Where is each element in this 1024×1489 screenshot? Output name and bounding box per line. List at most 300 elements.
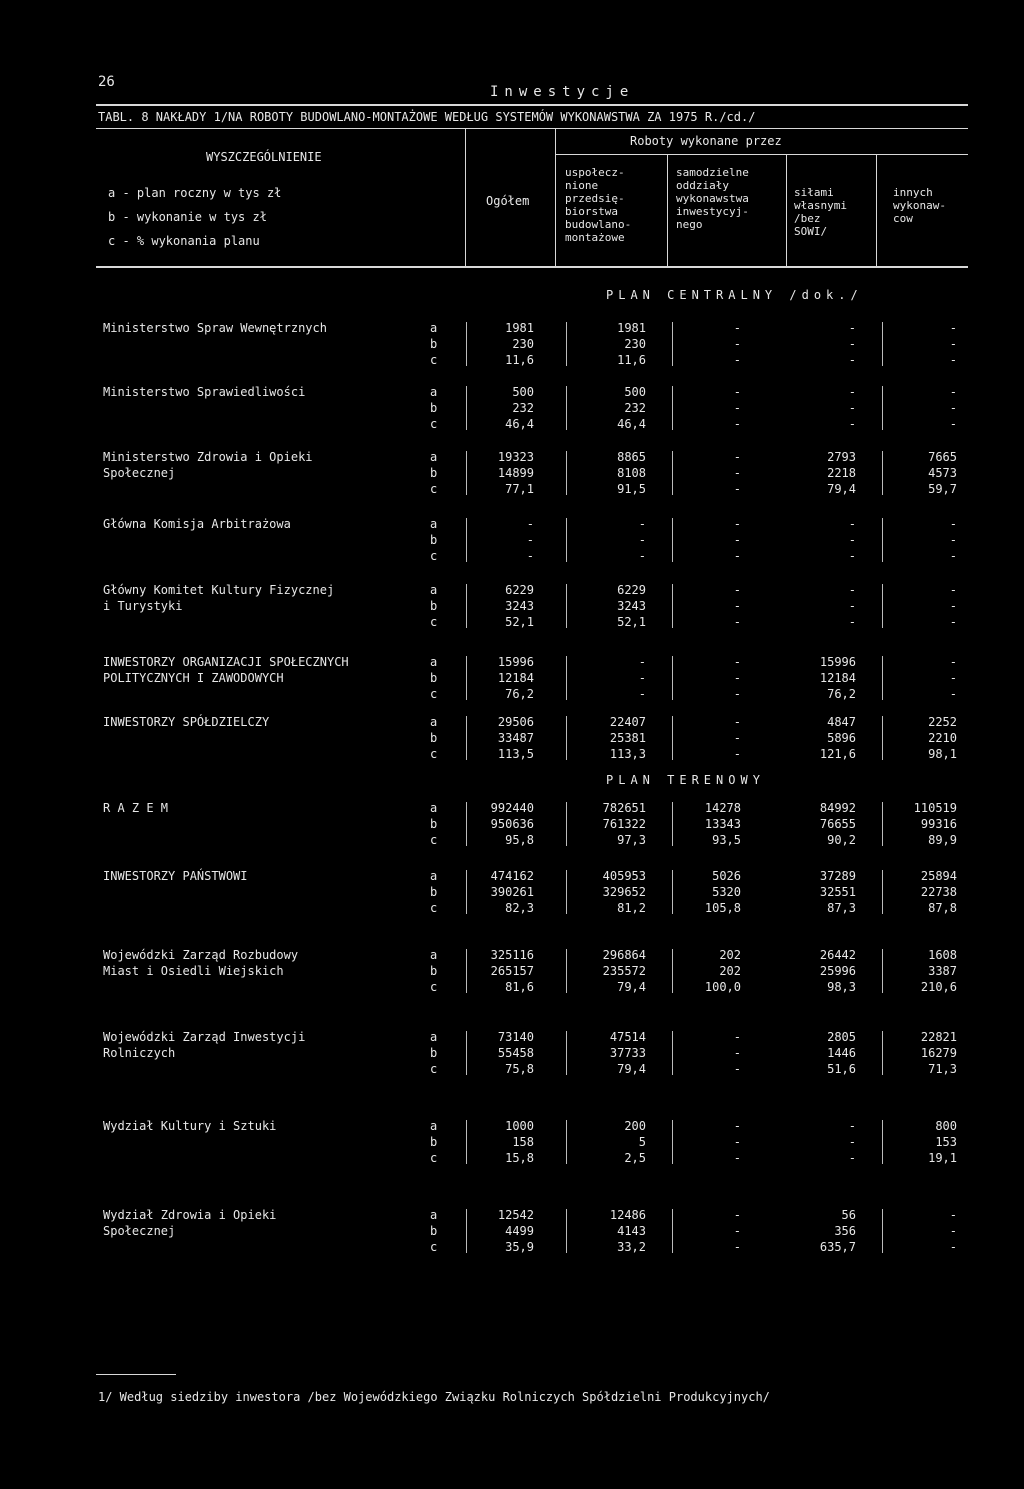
cell-b-col3: 76655 [819,817,856,831]
cell-c-col2: - [733,1151,741,1165]
cell-c-col3: - [848,615,856,629]
row-label-c: c [430,687,438,701]
column-tick [466,716,467,760]
cell-c-col0: 77,1 [505,482,534,496]
cell-a-col0: 73140 [497,1030,534,1044]
cell-b-col4: - [949,599,957,613]
cell-b-col2: 5320 [712,885,741,899]
cell-a-col4: - [949,1208,957,1222]
cell-c-col2: - [733,417,741,431]
cell-a-col3: 37289 [819,869,856,883]
cell-a-col4: 22821 [920,1030,957,1044]
cell-a-col3: - [848,321,856,335]
row-label-b: b [430,466,438,480]
cell-a-col4: - [949,385,957,399]
cell-a-col2: - [733,517,741,531]
cell-c-col4: 71,3 [928,1062,957,1076]
cell-c-col3: - [848,353,856,367]
cell-c-col3: - [848,1151,856,1165]
cell-b-col4: - [949,533,957,547]
banner-regional-plan: PLAN TERENOWY [606,773,765,787]
row-label-b: b [430,885,438,899]
column-tick [466,584,467,628]
column-tick [672,584,673,628]
cell-b-col0: 265157 [490,964,534,978]
cell-b-col4: 153 [935,1135,957,1149]
cell-c-col3: - [848,417,856,431]
row-label-a: a [430,321,438,335]
cell-c-col4: - [949,549,957,563]
column-tick [566,949,567,993]
cell-a-col1: 6229 [617,583,646,597]
cell-c-col4: 210,6 [920,980,957,994]
row-label-b: b [430,533,438,547]
cell-c-col0: 11,6 [505,353,534,367]
header-divider-4 [786,154,787,266]
row-label-b: b [430,1135,438,1149]
cell-a-col2: - [733,715,741,729]
column-tick [882,870,883,914]
row-label-a: a [430,655,438,669]
group-title: Roboty wykonane przez [630,134,782,148]
cell-b-col3: - [848,533,856,547]
cell-c-col1: 2,5 [624,1151,646,1165]
column-tick [566,518,567,562]
column-tick [882,1031,883,1075]
cell-b-col4: 99316 [920,817,957,831]
cell-c-col4: - [949,615,957,629]
cell-b-col3: - [848,337,856,351]
cell-b-col2: - [733,1046,741,1060]
cell-b-col0: 230 [512,337,534,351]
column-tick [466,870,467,914]
column-tick [466,656,467,700]
cell-c-col3: 121,6 [819,747,856,761]
cell-a-col1: 22407 [609,715,646,729]
column-tick [882,802,883,846]
cell-c-col2: - [733,482,741,496]
column-tick [466,802,467,846]
row-label-a: a [430,517,438,531]
row-name: Wojewódzki Zarząd Rozbudowy Miast i Osiedli Wiejskich [103,948,299,978]
row-name: Ministerstwo Zdrowia i Opieki Społecznej [103,450,313,480]
row-label-a: a [430,801,438,815]
row-label-c: c [430,417,438,431]
cell-c-col3: 635,7 [819,1240,856,1254]
row-label-c: c [430,1240,438,1254]
cell-a-col2: - [733,1119,741,1133]
cell-b-col0: 33487 [497,731,534,745]
row-name: INWESTORZY SPÓŁDZIELCZY [103,715,270,729]
cell-b-col0: 14899 [497,466,534,480]
column-tick [466,949,467,993]
cell-a-col0: 474162 [490,869,534,883]
column-tick [566,802,567,846]
row-label-c: c [430,353,438,367]
column-tick [672,656,673,700]
row-label-b: b [430,599,438,613]
cell-a-col0: 1981 [505,321,534,335]
column-tick [566,386,567,430]
column-tick [466,386,467,430]
cell-c-col4: - [949,417,957,431]
header-divider-1 [465,128,466,266]
cell-c-col0: 95,8 [505,833,534,847]
cell-b-col3: - [848,599,856,613]
cell-a-col0: 992440 [490,801,534,815]
group-bottom-rule [555,154,968,155]
cell-b-col1: 329652 [602,885,646,899]
cell-a-col0: 15996 [497,655,534,669]
column-tick [566,322,567,366]
subcol-own-forces: siłami własnymi /bez SOWI/ [794,186,847,238]
cell-a-col4: 1608 [928,948,957,962]
column-tick [566,870,567,914]
cell-b-col0: - [526,533,534,547]
cell-b-col0: 232 [512,401,534,415]
column-tick [672,451,673,495]
cell-b-col2: - [733,533,741,547]
cell-a-col2: - [733,583,741,597]
column-tick [672,870,673,914]
cell-b-col1: 232 [624,401,646,415]
row-name: INWESTORZY PAŃSTWOWI [103,869,248,883]
cell-a-col0: 12542 [497,1208,534,1222]
cell-b-col0: 12184 [497,671,534,685]
cell-a-col2: 14278 [704,801,741,815]
cell-b-col4: - [949,671,957,685]
cell-c-col0: 15,8 [505,1151,534,1165]
cell-c-col3: 87,3 [827,901,856,915]
cell-c-col3: 51,6 [827,1062,856,1076]
cell-c-col1: 79,4 [617,980,646,994]
cell-c-col1: - [638,549,646,563]
cell-b-col0: 55458 [497,1046,534,1060]
row-label-a: a [430,1119,438,1133]
cell-a-col2: - [733,321,741,335]
column-tick [672,1209,673,1253]
cell-c-col4: - [949,1240,957,1254]
cell-b-col1: 37733 [609,1046,646,1060]
cell-a-col4: 2252 [928,715,957,729]
cell-b-col3: - [848,1135,856,1149]
column-tick [882,518,883,562]
subcol-socialised-enterprises: uspołecz- nione przedsię- biorstwa budowlano- montażowe [565,166,632,244]
column-tick [466,451,467,495]
cell-a-col4: 25894 [920,869,957,883]
cell-a-col4: - [949,517,957,531]
cell-b-col3: - [848,401,856,415]
cell-c-col4: - [949,687,957,701]
cell-c-col0: 52,1 [505,615,534,629]
row-name: Ministerstwo Spraw Wewnętrznych [103,321,327,335]
column-tick [882,584,883,628]
cell-c-col0: 82,3 [505,901,534,915]
cell-c-col0: - [526,549,534,563]
cell-a-col3: 56 [841,1208,856,1222]
cell-a-col1: - [638,517,646,531]
row-label-c: c [430,747,438,761]
header-divider-5 [876,154,877,266]
cell-c-col1: 81,2 [617,901,646,915]
cell-c-col0: 76,2 [505,687,534,701]
cell-c-col3: 90,2 [827,833,856,847]
cell-c-col2: - [733,1240,741,1254]
row-label-a: a [430,948,438,962]
cell-c-col1: 79,4 [617,1062,646,1076]
page-number: 26 [98,74,115,90]
row-label-c: c [430,482,438,496]
footnote: 1/ Według siedziby inwestora /bez Wojewódzkiego Związku Rolniczych Spółdzielni Produkcyjnych/ [98,1390,770,1404]
row-label-a: a [430,450,438,464]
column-tick [566,1209,567,1253]
cell-a-col2: - [733,1030,741,1044]
row-name: Ministerstwo Sprawiedliwości [103,385,306,399]
cell-c-col0: 35,9 [505,1240,534,1254]
column-tick [566,656,567,700]
row-label-c: c [430,833,438,847]
footnote-rule [96,1374,176,1375]
cell-b-col4: 16279 [920,1046,957,1060]
column-tick [672,518,673,562]
column-tick [672,1120,673,1164]
header-divider-2 [555,128,556,266]
cell-b-col0: 3243 [505,599,534,613]
cell-c-col2: 105,8 [704,901,741,915]
cell-a-col1: 12486 [609,1208,646,1222]
cell-b-col1: 5 [638,1135,646,1149]
column-tick [882,656,883,700]
cell-a-col3: 2793 [827,450,856,464]
cell-c-col2: - [733,1062,741,1076]
cell-a-col3: 15996 [819,655,856,669]
column-tick [566,716,567,760]
cell-c-col2: - [733,747,741,761]
cell-c-col4: - [949,353,957,367]
cell-a-col1: 500 [624,385,646,399]
cell-a-col0: 325116 [490,948,534,962]
cell-b-col4: - [949,401,957,415]
cell-b-col2: - [733,337,741,351]
total-column-title: Ogółem [486,194,530,208]
column-tick [466,1120,467,1164]
column-tick [566,451,567,495]
column-tick [672,386,673,430]
row-label-c: c [430,980,438,994]
cell-c-col4: 59,7 [928,482,957,496]
cell-c-col1: 52,1 [617,615,646,629]
cell-b-col2: 202 [719,964,741,978]
cell-a-col1: 8865 [617,450,646,464]
column-tick [882,1120,883,1164]
cell-b-col3: 2218 [827,466,856,480]
cell-a-col0: 500 [512,385,534,399]
cell-b-col1: - [638,533,646,547]
row-label-a: a [430,1208,438,1222]
cell-c-col2: 93,5 [712,833,741,847]
cell-a-col3: 26442 [819,948,856,962]
row-label-b: b [430,817,438,831]
cell-b-col3: 5896 [827,731,856,745]
cell-b-col2: - [733,671,741,685]
cell-b-col2: - [733,1224,741,1238]
cell-a-col3: 84992 [819,801,856,815]
cell-c-col3: - [848,549,856,563]
cell-a-col0: 29506 [497,715,534,729]
column-tick [466,1209,467,1253]
cell-c-col4: 19,1 [928,1151,957,1165]
column-tick [672,949,673,993]
cell-a-col2: 202 [719,948,741,962]
column-tick [566,584,567,628]
cell-b-col4: 2210 [928,731,957,745]
cell-b-col3: 12184 [819,671,856,685]
cell-a-col1: 405953 [602,869,646,883]
row-label-c: c [430,549,438,563]
cell-a-col3: - [848,583,856,597]
row-label-b: b [430,401,438,415]
cell-a-col0: 1000 [505,1119,534,1133]
row-name: INWESTORZY ORGANIZACJI SPOŁECZNYCH POLITYCZNYCH I ZAWODOWYCH [103,655,349,685]
cell-b-col2: 13343 [704,817,741,831]
cell-b-col0: 4499 [505,1224,534,1238]
cell-b-col4: 22738 [920,885,957,899]
cell-b-col4: - [949,1224,957,1238]
page-heading: Inwestycje [490,84,635,100]
cell-c-col4: 89,9 [928,833,957,847]
row-label-a: a [430,385,438,399]
cell-a-col1: - [638,655,646,669]
legend-a: a - plan roczny w tys zł [108,186,282,200]
subcol-other-contractors: innych wykonaw- cow [893,186,946,225]
cell-c-col2: 100,0 [704,980,741,994]
cell-a-col1: 1981 [617,321,646,335]
row-label-b: b [430,1224,438,1238]
header-top-rule [96,128,968,129]
cell-c-col1: 113,3 [609,747,646,761]
row-label-b: b [430,731,438,745]
cell-c-col3: 79,4 [827,482,856,496]
column-tick [466,518,467,562]
cell-a-col3: 2805 [827,1030,856,1044]
cell-c-col3: 76,2 [827,687,856,701]
column-tick [466,322,467,366]
cell-a-col4: - [949,655,957,669]
column-tick [566,1120,567,1164]
cell-a-col1: 47514 [609,1030,646,1044]
subcol-independent-units: samodzielne oddziały wykonawstwa inwestycyj- nego [676,166,749,231]
header-divider-3 [667,154,668,266]
row-name: Wydział Kultury i Sztuki [103,1119,277,1133]
cell-a-col2: - [733,385,741,399]
cell-b-col2: - [733,599,741,613]
cell-a-col3: 4847 [827,715,856,729]
row-name: Wojewódzki Zarząd Inwestycji Rolniczych [103,1030,306,1060]
cell-a-col4: - [949,321,957,335]
cell-b-col4: - [949,337,957,351]
column-tick [566,1031,567,1075]
legend-b: b - wykonanie w tys zł [108,210,267,224]
column-tick [672,802,673,846]
table-caption: TABL. 8 NAKŁADY 1/NA ROBOTY BUDOWLANO-MONTAŻOWE WEDŁUG SYSTEMÓW WYKONAWSTWA ZA 1975 R./cd./ [98,110,756,124]
cell-a-col4: 110519 [913,801,957,815]
cell-c-col2: - [733,549,741,563]
cell-b-col1: 8108 [617,466,646,480]
column-tick [672,716,673,760]
cell-a-col0: 6229 [505,583,534,597]
cell-b-col0: 950636 [490,817,534,831]
cell-b-col4: 3387 [928,964,957,978]
cell-c-col0: 46,4 [505,417,534,431]
cell-a-col0: 19323 [497,450,534,464]
cell-c-col1: - [638,687,646,701]
cell-b-col1: 761322 [602,817,646,831]
cell-b-col1: 25381 [609,731,646,745]
cell-b-col2: - [733,1135,741,1149]
cell-c-col0: 113,5 [497,747,534,761]
cell-c-col4: 98,1 [928,747,957,761]
row-name: Wydział Zdrowia i Opieki Społecznej [103,1208,277,1238]
legend-c: c - % wykonania planu [108,234,260,248]
cell-c-col1: 97,3 [617,833,646,847]
cell-a-col1: 782651 [602,801,646,815]
cell-c-col0: 81,6 [505,980,534,994]
cell-c-col1: 46,4 [617,417,646,431]
cell-b-col3: 1446 [827,1046,856,1060]
row-label-b: b [430,1046,438,1060]
cell-b-col1: 4143 [617,1224,646,1238]
column-tick [882,949,883,993]
column-tick [882,322,883,366]
cell-a-col3: - [848,1119,856,1133]
cell-a-col4: 7665 [928,450,957,464]
banner-central-plan: PLAN CENTRALNY /dok./ [606,288,863,302]
cell-b-col3: 356 [834,1224,856,1238]
row-label-c: c [430,615,438,629]
cell-c-col1: 33,2 [617,1240,646,1254]
cell-c-col1: 11,6 [617,353,646,367]
cell-b-col1: 230 [624,337,646,351]
cell-c-col1: 91,5 [617,482,646,496]
cell-b-col2: - [733,466,741,480]
cell-a-col0: - [526,517,534,531]
row-label-b: b [430,337,438,351]
header-bottom-rule [96,266,968,268]
cell-b-col0: 158 [512,1135,534,1149]
row-label-a: a [430,583,438,597]
row-name: R A Z E M [103,801,169,815]
row-label-b: b [430,671,438,685]
row-label-a: a [430,1030,438,1044]
cell-a-col2: - [733,450,741,464]
cell-a-col1: 200 [624,1119,646,1133]
cell-b-col4: 4573 [928,466,957,480]
cell-a-col2: - [733,655,741,669]
cell-b-col0: 390261 [490,885,534,899]
cell-a-col1: 296864 [602,948,646,962]
cell-a-col2: 5026 [712,869,741,883]
cell-c-col2: - [733,687,741,701]
row-label-b: b [430,964,438,978]
cell-b-col1: 235572 [602,964,646,978]
cell-a-col4: - [949,583,957,597]
row-label-a: a [430,715,438,729]
row-label-c: c [430,1062,438,1076]
cell-b-col1: 3243 [617,599,646,613]
cell-a-col3: - [848,385,856,399]
column-tick [672,322,673,366]
row-label-c: c [430,1151,438,1165]
